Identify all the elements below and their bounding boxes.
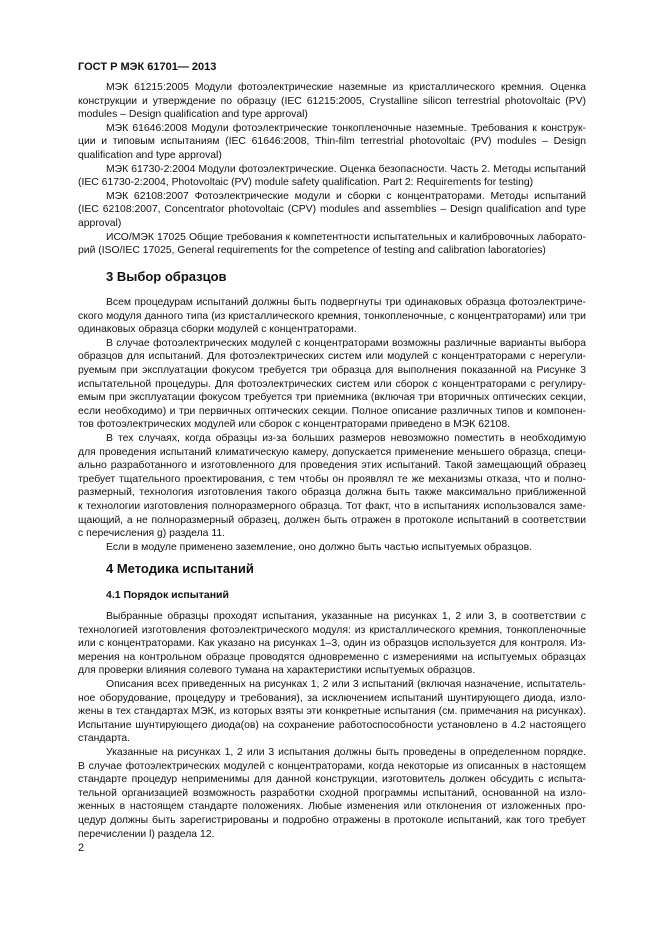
paragraph-line: В тех случаях, когда образцы из-за больших размеров невозможно поместить в необходимую <box>106 432 586 444</box>
paragraph-line: емым при эксплуатации фокусом требуется три приемника (включая три вторичных оптических секции, <box>78 392 586 404</box>
paragraph-line: технологией изготовления фотоэлектрического модуля: из кристаллического кремния, тонкопленочные <box>78 624 586 636</box>
paragraph-line: конструкции и утверждение по образцу (IEC 61215:2005, Crystalline silicon terrestrial photovoltaic (PV) <box>78 95 586 107</box>
paragraph-line: руемым при эксплуатации фокусом требуется три образца для выполнения показанной на Рисунке 3 <box>78 364 586 376</box>
paragraph-line: В случае фотоэлектрических модулей с концентраторами, когда некоторые из описанных в настоящем <box>78 760 586 772</box>
paragraph-line: мерения на контрольном образце проводятся одновременно с измерениями на испытуемых образцах <box>78 651 586 663</box>
paragraph-line: женных в настоящем стандарте положениях. Любые изменения или отклонения от изложенных про- <box>78 801 586 813</box>
paragraph-line: Описания всех приведенных на рисунках 1, 2 или 3 испытаний (включая назначение, испытатель- <box>106 678 586 690</box>
paragraph-line: стандарте процедур неприменимы для данной конструкции, изготовитель должен обсудить с испыта- <box>78 774 586 786</box>
section-3-body <box>78 296 586 554</box>
section-3-heading: 3 Выбор образцов <box>106 269 227 284</box>
paragraph-line: или с концентраторами. Как указано на рисунках 1–3, один из образцов используется для контроля. Из- <box>78 638 586 650</box>
paragraph-line: тов фотоэлектрических модулей или сборок с концентраторами приведено в МЭК 62108. <box>78 419 510 431</box>
paragraph-line: МЭК 61730-2:2004 Модули фотоэлектрические. Оценка безопасности. Часть 2. Методы испытаний <box>106 163 586 175</box>
page-number: 2 <box>78 842 85 854</box>
paragraph-line: В случае фотоэлектрических модулей с концентраторами возможны различные варианты выбора <box>106 337 586 349</box>
paragraph-line: ИСО/МЭК 17025 Общие требования к компетентности испытательных и калибровочных лаборато- <box>106 231 586 243</box>
document-header: ГОСТ Р МЭК 61701— 2013 <box>78 61 217 73</box>
paragraph-line: для проведения испытаний климатическую камеру, допускается применение меньшего образца, специ- <box>78 446 586 458</box>
paragraph-line: МЭК 61215:2005 Модули фотоэлектрические наземные из кристаллического кремния. Оценка <box>106 82 586 93</box>
paragraph-line: стандарта. <box>78 733 131 745</box>
paragraph-line: одинаковых образца сборки модулей с концентраторами. <box>78 324 357 336</box>
paragraph-line: образцов для испытаний. Для фотоэлектрических систем или модулей с концентраторами с нерегули- <box>78 351 586 363</box>
section-4-1-heading: 4.1 Порядок испытаний <box>106 589 229 601</box>
paragraph-line: ально разработанного и изготовленного для проведения этих испытаний. Такой замещающий образец <box>78 460 586 472</box>
paragraph-line: (IEC 62108:2007, Concentrator photovoltaic (CPV) modules and assemblies – Design qualification and type <box>78 204 586 216</box>
paragraph-line: тельной организацией возможность разработки сходной программы испытаний, основанной на изло- <box>78 787 586 799</box>
normative-references <box>78 81 586 258</box>
paragraph-line: к технологии изготовления полноразмерного образца. Тот факт, что в испытаниях использовался заме- <box>78 500 586 512</box>
paragraph-line: Всем процедурам испытаний должны быть подвергнуты три одинаковых образца фотоэлектриче- <box>106 297 586 308</box>
paragraph-line: если необходимо) и три первичных оптических секции. Полное описание различных типов и компонен- <box>78 405 586 417</box>
section-4-heading: 4 Методика испытаний <box>106 561 254 576</box>
paragraph-line: Испытание шунтирующего диода(ов) на сохранение работоспособности установлено в 4.2 настоящего <box>78 719 586 731</box>
paragraph-line: с перечисления g) раздела 11. <box>78 528 226 540</box>
paragraph-line: Указанные на рисунках 1, 2 или 3 испытания должны быть проведены в определенном порядке. <box>106 746 586 758</box>
paragraph-line: перечислении l) раздела 12. <box>78 828 215 840</box>
paragraph-line: qualification and type approval) <box>78 149 222 161</box>
paragraph-line: щающий, а не полноразмерный образец, должен быть отражен в протоколе испытаний в соответствии <box>78 514 586 526</box>
paragraph-line: требует тщательного проектирования, с тем чтобы он проявлял те же механизмы отказа, что и полно- <box>78 473 586 485</box>
paragraph-line: испытательной процедуры. Для фотоэлектрических систем или сборок с концентраторами с регулиру- <box>78 378 586 390</box>
paragraph-line: размерный, технология изготовления такого образца должна быть также максимально приближенной <box>78 487 586 499</box>
paragraph-line: modules – Design qualification and type approval) <box>78 109 308 121</box>
paragraph-line: рий (ISO/IEC 17025, General requirements for the competence of testing and calibration laboratories) <box>78 245 546 257</box>
section-4-1-body <box>78 610 586 841</box>
paragraph-line: МЭК 61646:2008 Модули фотоэлектрические тонкопленочные наземные. Требования к конструк- <box>106 122 586 134</box>
paragraph-line: для проверки влияния солевого тумана на характеристики испытуемых образцов. <box>78 665 476 677</box>
paragraph-line: жены в тех стандартах МЭК, из которых взяты эти конкретные испытания (см. примечания на рисунках). <box>78 706 586 718</box>
paragraph-line: цедур должны быть зарегистрированы и подробно отражены в протоколе испытаний, как того требует <box>78 814 586 826</box>
paragraph-line: Выбранные образцы проходят испытания, указанные на рисунках 1, 2 или 3, в соответствии с <box>106 611 586 622</box>
paragraph-line: approval) <box>78 217 122 229</box>
paragraph-line: ное оборудование, процедуру и требования), за исключением испытаний шунтирующего диода, изло- <box>78 692 586 704</box>
paragraph-line: Если в модуле применено заземление, оно должно быть частью испытуемых образцов. <box>106 541 533 553</box>
paragraph-line: МЭК 62108:2007 Фотоэлектрические модули и сборки с концентраторами. Методы испытаний <box>106 190 586 202</box>
paragraph-line: ции и типовым испытаниям (IEC 61646:2008, Thin-film terrestrial photovoltaic (PV) modules – Design <box>78 136 586 148</box>
paragraph-line: (IEC 61730-2:2004, Photovoltaic (PV) module safety qualification. Part 2: Requirements for testing) <box>78 177 534 189</box>
paragraph-line: ского модуля данного типа (из кристаллического кремния, тонкопленочные, с концентраторами) или три <box>78 310 586 322</box>
